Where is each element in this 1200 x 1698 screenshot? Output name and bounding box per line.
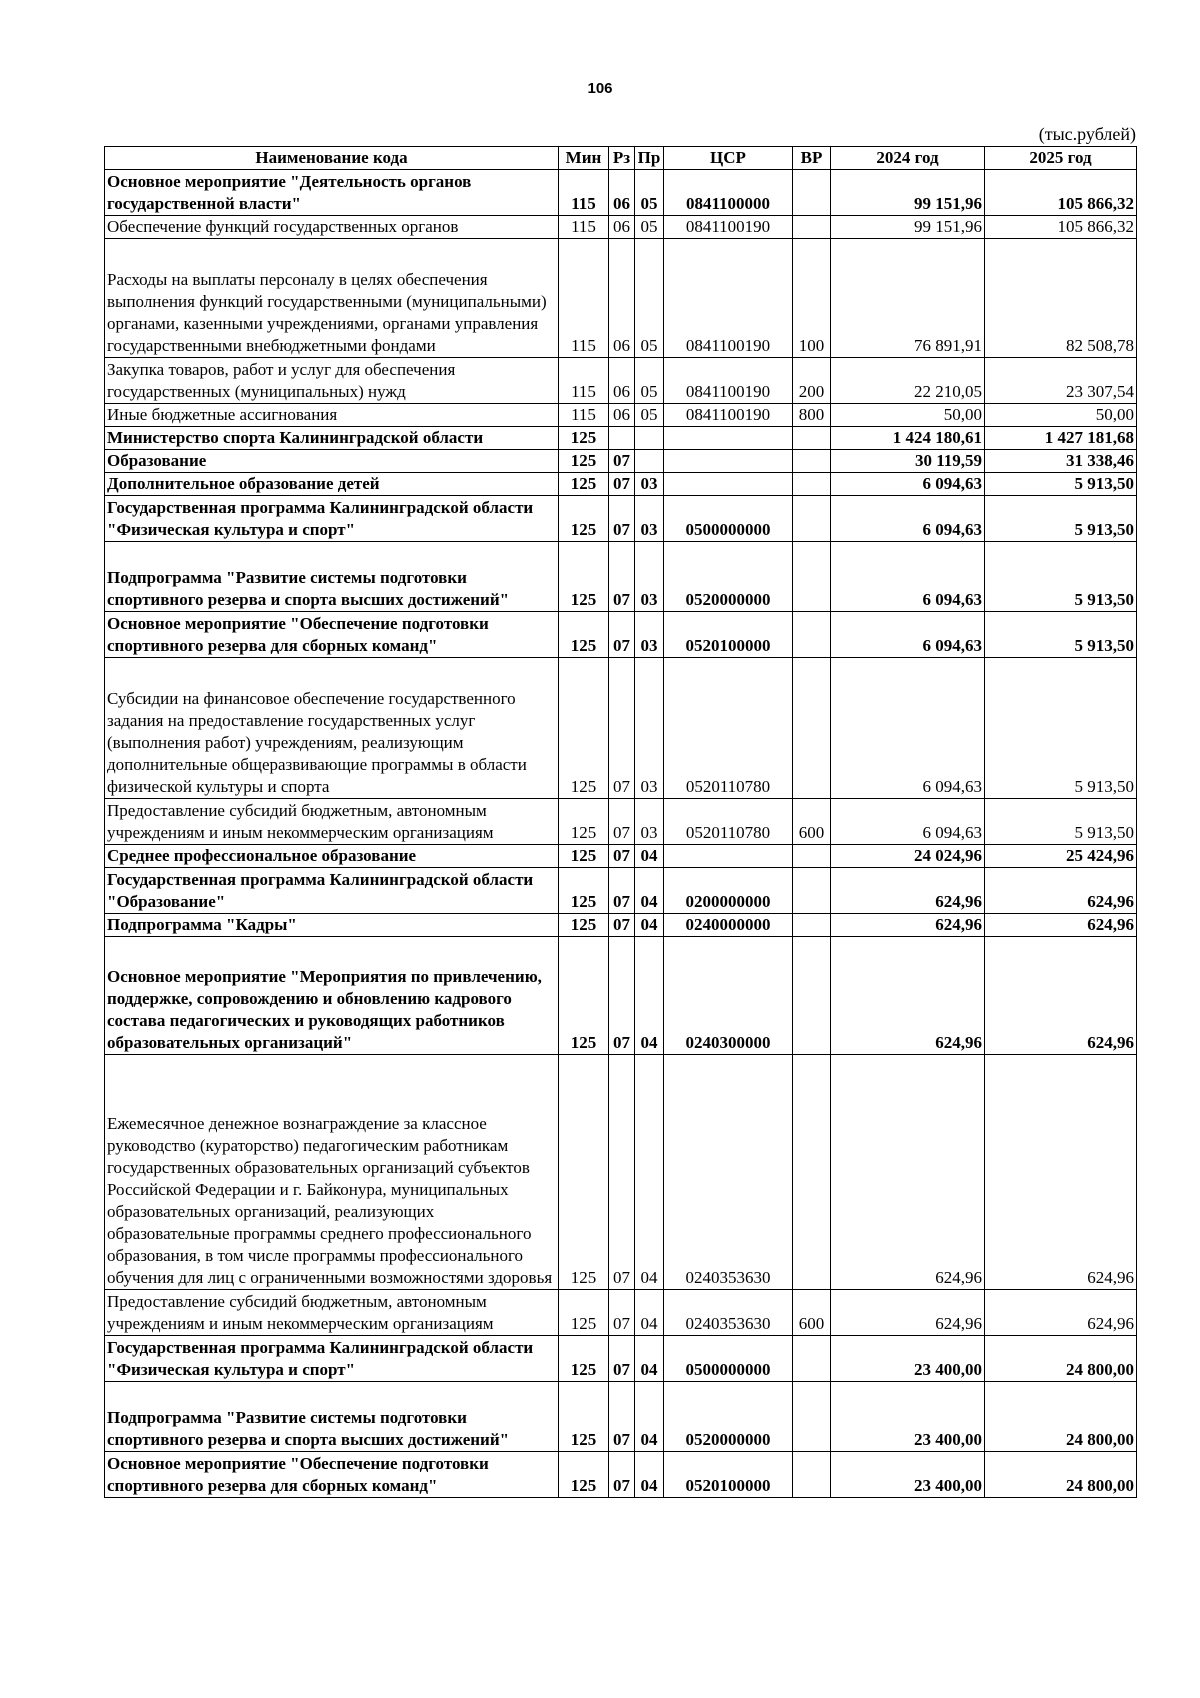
row-rz-cell: 06 (609, 216, 635, 239)
row-name-cell: Среднее профессиональное образование (105, 845, 559, 868)
row-min-cell: 115 (559, 170, 609, 216)
row-vr-cell: 100 (793, 239, 831, 358)
row-min-cell: 115 (559, 404, 609, 427)
row-rz-cell: 07 (609, 473, 635, 496)
row-vr-cell: 800 (793, 404, 831, 427)
row-rz-cell (609, 427, 635, 450)
header-pr: Пр (635, 147, 664, 170)
row-2025-cell: 24 800,00 (985, 1336, 1137, 1382)
row-vr-cell (793, 914, 831, 937)
row-csr-cell (664, 427, 793, 450)
row-name-cell: Образование (105, 450, 559, 473)
row-2024-cell: 24 024,96 (831, 845, 985, 868)
row-vr-cell (793, 496, 831, 542)
row-pr-cell: 05 (635, 404, 664, 427)
row-rz-cell: 07 (609, 1336, 635, 1382)
table-row (105, 404, 1137, 427)
row-vr-cell (793, 542, 831, 612)
row-min-cell: 125 (559, 427, 609, 450)
row-pr-cell (635, 450, 664, 473)
row-vr-cell (793, 1336, 831, 1382)
row-pr-cell: 03 (635, 799, 664, 845)
table-row (105, 658, 1137, 799)
row-min-cell: 125 (559, 1055, 609, 1290)
row-pr-cell: 05 (635, 358, 664, 404)
row-pr-cell: 04 (635, 1055, 664, 1290)
row-vr-cell (793, 1055, 831, 1290)
row-2025-cell: 105 866,32 (985, 170, 1137, 216)
row-2024-cell: 50,00 (831, 404, 985, 427)
row-csr-cell: 0240300000 (664, 937, 793, 1055)
table-row (105, 1290, 1137, 1336)
row-min-cell: 125 (559, 542, 609, 612)
header-rz: Рз (609, 147, 635, 170)
table-row (105, 845, 1137, 868)
table-row (105, 542, 1137, 612)
row-csr-cell: 0240000000 (664, 914, 793, 937)
row-csr-cell: 0841100190 (664, 404, 793, 427)
row-rz-cell: 07 (609, 450, 635, 473)
row-2025-cell: 5 913,50 (985, 612, 1137, 658)
row-vr-cell: 600 (793, 799, 831, 845)
row-csr-cell (664, 845, 793, 868)
row-2024-cell: 624,96 (831, 868, 985, 914)
row-min-cell: 125 (559, 473, 609, 496)
table-header-row (105, 147, 1137, 170)
row-name-cell: Основное мероприятие "Обеспечение подготовки спортивного резерва для сборных команд" (105, 612, 559, 658)
table-row (105, 868, 1137, 914)
row-name-cell: Предоставление субсидий бюджетным, автономным учреждениям и иным некоммерческим организациям (105, 799, 559, 845)
row-pr-cell: 04 (635, 1382, 664, 1452)
row-rz-cell: 07 (609, 937, 635, 1055)
row-2025-cell: 24 800,00 (985, 1382, 1137, 1452)
row-csr-cell: 0520000000 (664, 1382, 793, 1452)
row-rz-cell: 07 (609, 1290, 635, 1336)
row-pr-cell: 04 (635, 1290, 664, 1336)
row-2025-cell: 5 913,50 (985, 658, 1137, 799)
table-row (105, 170, 1137, 216)
header-2025: 2025 год (985, 147, 1137, 170)
row-rz-cell: 07 (609, 542, 635, 612)
row-csr-cell: 0520000000 (664, 542, 793, 612)
row-csr-cell (664, 473, 793, 496)
row-2025-cell: 31 338,46 (985, 450, 1137, 473)
row-name-cell: Подпрограмма "Кадры" (105, 914, 559, 937)
row-csr-cell: 0520110780 (664, 799, 793, 845)
row-2025-cell: 624,96 (985, 1055, 1137, 1290)
row-2024-cell: 6 094,63 (831, 496, 985, 542)
row-vr-cell (793, 845, 831, 868)
row-name-cell: Основное мероприятие "Мероприятия по привлечению, поддержке, сопровождению и обновлению кадрового состава педагогических и руководящих работников образовательных организаций" (105, 937, 559, 1055)
row-name-cell: Подпрограмма "Развитие системы подготовки спортивного резерва и спорта высших достижений" (105, 1382, 559, 1452)
row-pr-cell: 04 (635, 1336, 664, 1382)
row-name-cell: Основное мероприятие "Обеспечение подготовки спортивного резерва для сборных команд" (105, 1452, 559, 1498)
table-row (105, 1055, 1137, 1290)
row-rz-cell: 07 (609, 1055, 635, 1290)
row-min-cell: 115 (559, 216, 609, 239)
row-rz-cell: 07 (609, 658, 635, 799)
row-csr-cell: 0520100000 (664, 1452, 793, 1498)
row-csr-cell: 0841100000 (664, 170, 793, 216)
row-vr-cell (793, 170, 831, 216)
row-name-cell: Министерство спорта Калининградской области (105, 427, 559, 450)
row-2024-cell: 624,96 (831, 914, 985, 937)
row-pr-cell: 05 (635, 239, 664, 358)
row-vr-cell: 600 (793, 1290, 831, 1336)
row-2024-cell: 23 400,00 (831, 1452, 985, 1498)
row-csr-cell (664, 450, 793, 473)
row-pr-cell: 04 (635, 937, 664, 1055)
row-rz-cell: 06 (609, 239, 635, 358)
row-name-cell: Закупка товаров, работ и услуг для обеспечения государственных (муниципальных) нужд (105, 358, 559, 404)
row-vr-cell (793, 450, 831, 473)
row-csr-cell: 0841100190 (664, 358, 793, 404)
row-2025-cell: 25 424,96 (985, 845, 1137, 868)
row-csr-cell: 0240353630 (664, 1055, 793, 1290)
row-2025-cell: 50,00 (985, 404, 1137, 427)
row-rz-cell: 07 (609, 868, 635, 914)
row-min-cell: 125 (559, 496, 609, 542)
row-rz-cell: 07 (609, 914, 635, 937)
row-pr-cell: 04 (635, 845, 664, 868)
row-name-cell: Основное мероприятие "Деятельность органов государственной власти" (105, 170, 559, 216)
row-rz-cell: 06 (609, 358, 635, 404)
row-vr-cell (793, 216, 831, 239)
table-row (105, 1452, 1137, 1498)
row-pr-cell: 04 (635, 914, 664, 937)
row-2024-cell: 6 094,63 (831, 612, 985, 658)
row-2024-cell: 624,96 (831, 1290, 985, 1336)
budget-table (104, 146, 1137, 1498)
row-vr-cell (793, 1382, 831, 1452)
row-pr-cell: 03 (635, 612, 664, 658)
table-row (105, 612, 1137, 658)
row-2024-cell: 23 400,00 (831, 1336, 985, 1382)
row-2025-cell: 5 913,50 (985, 799, 1137, 845)
row-vr-cell (793, 658, 831, 799)
header-name: Наименование кода (105, 147, 559, 170)
row-name-cell: Ежемесячное денежное вознаграждение за классное руководство (кураторство) педагогическим работникам государственных образовательных организаций субъектов Российской Федерации и г. Байконура, муниципальных образовательных организаций, реализующих образовательные программы среднего профессионального образования, в том числе программы профессионального обучения для лиц с ограниченными возможностями здоровья (105, 1055, 559, 1290)
row-2025-cell: 82 508,78 (985, 239, 1137, 358)
row-rz-cell: 07 (609, 1452, 635, 1498)
row-name-cell: Обеспечение функций государственных органов (105, 216, 559, 239)
row-vr-cell: 200 (793, 358, 831, 404)
row-name-cell: Государственная программа Калининградской области "Образование" (105, 868, 559, 914)
row-pr-cell: 03 (635, 658, 664, 799)
row-rz-cell: 07 (609, 845, 635, 868)
row-2024-cell: 23 400,00 (831, 1382, 985, 1452)
row-name-cell: Субсидии на финансовое обеспечение государственного задания на предоставление государственных услуг (выполнения работ) учреждениям, реализующим дополнительные общеразвивающие программы в области физической культуры и спорта (105, 658, 559, 799)
row-pr-cell: 05 (635, 216, 664, 239)
row-2025-cell: 1 427 181,68 (985, 427, 1137, 450)
row-csr-cell: 0200000000 (664, 868, 793, 914)
row-2025-cell: 23 307,54 (985, 358, 1137, 404)
row-csr-cell: 0520100000 (664, 612, 793, 658)
row-min-cell: 125 (559, 1290, 609, 1336)
row-min-cell: 125 (559, 1452, 609, 1498)
table-row (105, 1382, 1137, 1452)
row-name-cell: Расходы на выплаты персоналу в целях обеспечения выполнения функций государственными (муниципальными) органами, казенными учреждениями, органами управления государственными внебюджетными фондами (105, 239, 559, 358)
table-row (105, 473, 1137, 496)
row-min-cell: 125 (559, 1382, 609, 1452)
row-vr-cell (793, 868, 831, 914)
table-row (105, 496, 1137, 542)
row-pr-cell: 03 (635, 473, 664, 496)
row-2024-cell: 76 891,91 (831, 239, 985, 358)
page-number: 106 (587, 80, 613, 97)
row-name-cell: Подпрограмма "Развитие системы подготовки спортивного резерва и спорта высших достижений" (105, 542, 559, 612)
row-min-cell: 125 (559, 937, 609, 1055)
row-csr-cell: 0520110780 (664, 658, 793, 799)
row-2024-cell: 6 094,63 (831, 473, 985, 496)
row-rz-cell: 07 (609, 612, 635, 658)
table-row (105, 450, 1137, 473)
row-2024-cell: 624,96 (831, 937, 985, 1055)
units-label: (тыс.рублей) (1038, 124, 1136, 144)
row-min-cell: 125 (559, 799, 609, 845)
header-vr: ВР (793, 147, 831, 170)
row-pr-cell: 04 (635, 1452, 664, 1498)
table-row (105, 427, 1137, 450)
row-min-cell: 125 (559, 450, 609, 473)
table-row (105, 239, 1137, 358)
row-name-cell: Государственная программа Калининградской области "Физическая культура и спорт" (105, 1336, 559, 1382)
row-csr-cell: 0500000000 (664, 1336, 793, 1382)
row-pr-cell: 04 (635, 868, 664, 914)
row-2025-cell: 5 913,50 (985, 473, 1137, 496)
row-pr-cell: 03 (635, 496, 664, 542)
row-2024-cell: 22 210,05 (831, 358, 985, 404)
row-name-cell: Государственная программа Калининградской области "Физическая культура и спорт" (105, 496, 559, 542)
row-2025-cell: 24 800,00 (985, 1452, 1137, 1498)
table-row (105, 799, 1137, 845)
row-2024-cell: 6 094,63 (831, 658, 985, 799)
row-min-cell: 125 (559, 1336, 609, 1382)
row-2024-cell: 30 119,59 (831, 450, 985, 473)
row-rz-cell: 07 (609, 1382, 635, 1452)
row-2025-cell: 105 866,32 (985, 216, 1137, 239)
row-2024-cell: 6 094,63 (831, 542, 985, 612)
header-csr: ЦСР (664, 147, 793, 170)
row-min-cell: 125 (559, 914, 609, 937)
table-body (105, 170, 1137, 1498)
row-rz-cell: 06 (609, 170, 635, 216)
row-2025-cell: 624,96 (985, 868, 1137, 914)
row-csr-cell: 0240353630 (664, 1290, 793, 1336)
row-2025-cell: 624,96 (985, 1290, 1137, 1336)
row-pr-cell: 03 (635, 542, 664, 612)
table-row (105, 914, 1137, 937)
row-rz-cell: 07 (609, 799, 635, 845)
row-vr-cell (793, 937, 831, 1055)
row-2024-cell: 99 151,96 (831, 170, 985, 216)
row-2025-cell: 624,96 (985, 937, 1137, 1055)
row-min-cell: 125 (559, 658, 609, 799)
row-vr-cell (793, 427, 831, 450)
row-2025-cell: 5 913,50 (985, 496, 1137, 542)
table-row (105, 358, 1137, 404)
row-rz-cell: 07 (609, 496, 635, 542)
row-vr-cell (793, 612, 831, 658)
row-min-cell: 125 (559, 612, 609, 658)
row-min-cell: 115 (559, 239, 609, 358)
row-min-cell: 125 (559, 868, 609, 914)
table-row (105, 216, 1137, 239)
row-csr-cell: 0841100190 (664, 239, 793, 358)
row-2025-cell: 624,96 (985, 914, 1137, 937)
table-row (105, 937, 1137, 1055)
row-min-cell: 125 (559, 845, 609, 868)
header-2024: 2024 год (831, 147, 985, 170)
row-name-cell: Предоставление субсидий бюджетным, автономным учреждениям и иным некоммерческим организациям (105, 1290, 559, 1336)
header-min: Мин (559, 147, 609, 170)
row-vr-cell (793, 1452, 831, 1498)
row-2024-cell: 6 094,63 (831, 799, 985, 845)
row-csr-cell: 0841100190 (664, 216, 793, 239)
row-2024-cell: 1 424 180,61 (831, 427, 985, 450)
table-row (105, 1336, 1137, 1382)
row-name-cell: Иные бюджетные ассигнования (105, 404, 559, 427)
row-csr-cell: 0500000000 (664, 496, 793, 542)
row-pr-cell (635, 427, 664, 450)
row-min-cell: 115 (559, 358, 609, 404)
row-name-cell: Дополнительное образование детей (105, 473, 559, 496)
row-2024-cell: 624,96 (831, 1055, 985, 1290)
row-rz-cell: 06 (609, 404, 635, 427)
row-pr-cell: 05 (635, 170, 664, 216)
row-2024-cell: 99 151,96 (831, 216, 985, 239)
row-vr-cell (793, 473, 831, 496)
row-2025-cell: 5 913,50 (985, 542, 1137, 612)
